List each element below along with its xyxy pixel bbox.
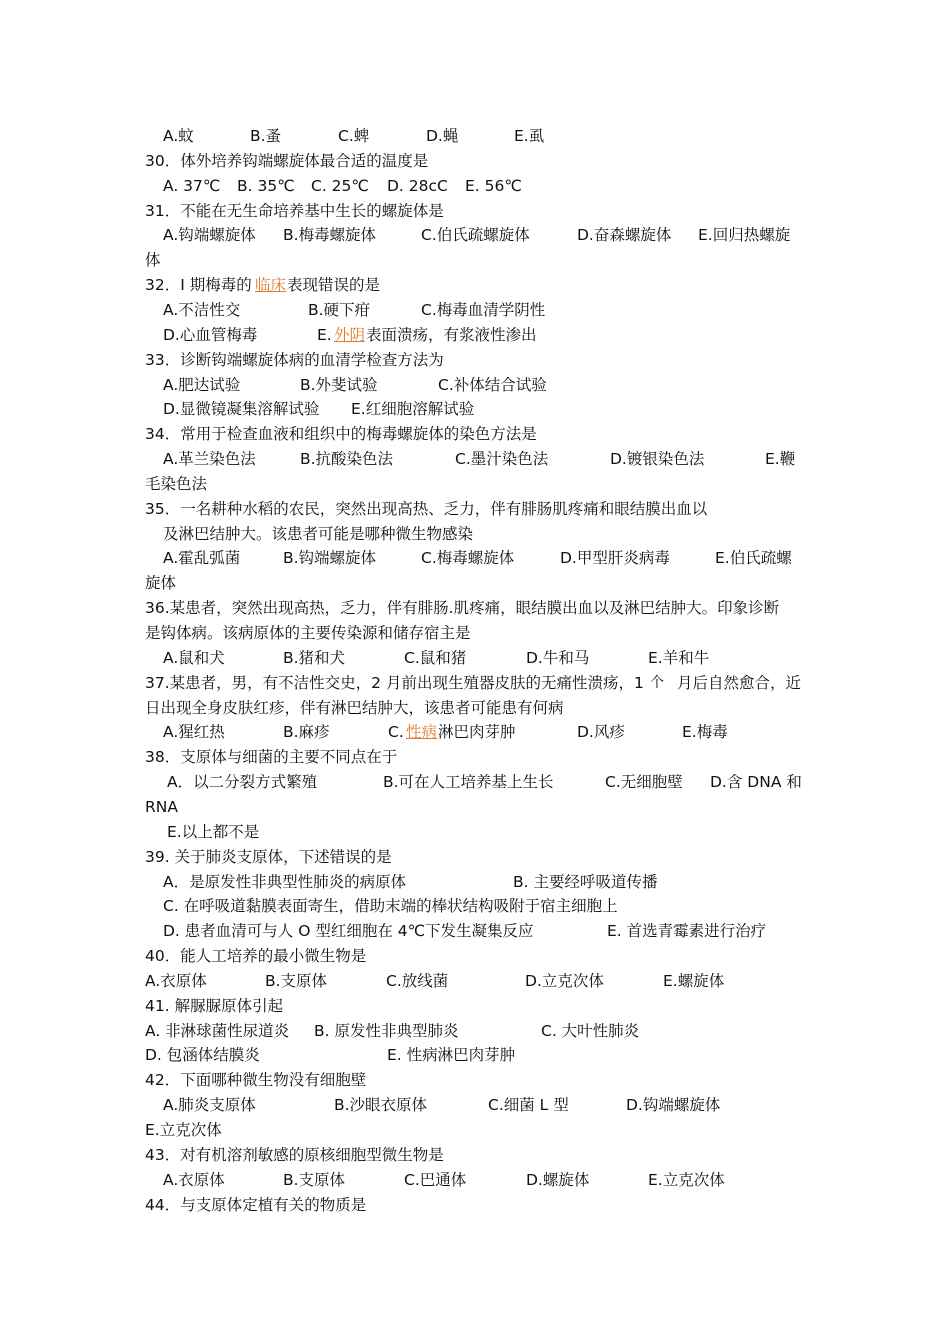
text-line xyxy=(145,447,810,472)
text-line xyxy=(145,199,810,224)
text-run: E.螺旋体 xyxy=(663,971,725,990)
text-run: B.抗酸染色法 xyxy=(300,450,394,469)
text-run: E. xyxy=(317,325,332,344)
text-run: A. 非淋球菌性尿道炎 xyxy=(145,1021,290,1040)
text-run: C.巴通体 xyxy=(404,1170,467,1189)
text-line xyxy=(145,298,810,323)
text-run: 30．体外培养钩端螺旋体最合适的温度是 xyxy=(145,151,429,170)
text-line xyxy=(145,944,810,969)
text-line xyxy=(145,571,810,596)
text-line xyxy=(145,1068,810,1093)
text-line xyxy=(145,522,810,547)
text-line xyxy=(145,373,810,398)
text-run: B. 主要经呼吸道传播 xyxy=(513,872,658,891)
text-line xyxy=(145,472,810,497)
text-run: A.衣原体 xyxy=(145,971,207,990)
text-line xyxy=(145,1168,810,1193)
text-line xyxy=(145,919,810,944)
text-line xyxy=(145,795,810,820)
text-line xyxy=(145,546,810,571)
text-line xyxy=(145,646,810,671)
caret-mark: 个 xyxy=(650,674,664,691)
text-run: C. 大叶性肺炎 xyxy=(541,1021,640,1040)
text-run: D.含 DNA 和 xyxy=(710,773,802,792)
text-line xyxy=(145,149,810,174)
text-run: A.肥达试验 xyxy=(163,375,241,394)
text-line xyxy=(145,870,810,895)
text-line xyxy=(145,820,810,845)
text-line xyxy=(145,1093,810,1118)
text-run: A.蚊 xyxy=(163,127,194,145)
text-line xyxy=(145,273,810,298)
text-run: B.猪和犬 xyxy=(283,648,346,667)
text-run: A.革兰染色法 xyxy=(163,450,256,469)
text-run: 41. 解脲脲原体引起 xyxy=(145,996,284,1015)
text-run: B.沙眼衣原体 xyxy=(334,1096,428,1115)
text-line xyxy=(145,696,810,721)
text-run: C. 25℃ xyxy=(311,176,369,195)
text-line xyxy=(145,323,810,348)
hyperlink[interactable]: 临床 xyxy=(255,276,287,295)
text-run: A.霍乱弧菌 xyxy=(163,549,241,568)
text-run: D.立克次体 xyxy=(525,971,604,990)
text-line xyxy=(145,1043,810,1068)
text-run: A．以二分裂方式繁殖 xyxy=(167,773,318,792)
text-run: D.镀银染色法 xyxy=(610,450,705,469)
text-run: 表面溃疡，有浆液性渗出 xyxy=(366,325,537,344)
text-run: B. 原发性非典型肺炎 xyxy=(314,1021,459,1040)
text-run: 及淋巴结肿大。该患者可能是哪种微生物感染 xyxy=(163,524,474,543)
text-line xyxy=(145,596,810,621)
text-run: D.奋森螺旋体 xyxy=(577,226,672,245)
text-run: D. 28cC xyxy=(387,176,448,195)
text-run: 40．能人工培养的最小微生物是 xyxy=(145,947,367,966)
text-line xyxy=(145,671,810,696)
text-line xyxy=(145,174,810,199)
text-run: A．是原发性非典型性肺炎的病原体 xyxy=(163,872,407,891)
text-line xyxy=(145,1118,810,1143)
text-run: C.梅毒血清学阴性 xyxy=(421,300,546,319)
text-line xyxy=(145,1019,810,1044)
hyperlink[interactable]: 外阴 xyxy=(334,325,366,344)
text-line xyxy=(145,248,810,273)
text-run: C.伯氏疏螺旋体 xyxy=(421,226,530,245)
text-line xyxy=(145,770,810,795)
text-run: E.立克次体 xyxy=(648,1170,725,1189)
text-run: D.风疹 xyxy=(577,723,625,742)
hyperlink[interactable]: 性病 xyxy=(406,723,438,742)
text-run: C.蜱 xyxy=(338,127,370,145)
text-run: 42．下面哪种微生物没有细胞壁 xyxy=(145,1071,367,1090)
text-run: A.肺炎支原体 xyxy=(163,1096,256,1115)
text-run: 32．I 期梅毒的 xyxy=(145,276,252,295)
text-line xyxy=(145,894,810,919)
text-run: B.可在人工培养基上生长 xyxy=(383,773,554,792)
text-run: C.补体结合试验 xyxy=(438,375,547,394)
text-run: 体 xyxy=(145,251,161,270)
text-run: D.螺旋体 xyxy=(526,1170,590,1189)
text-run: D.甲型肝炎病毒 xyxy=(560,549,670,568)
text-line xyxy=(145,621,810,646)
text-line xyxy=(145,1143,810,1168)
text-run: C.放线菌 xyxy=(386,971,449,990)
text-run: B.硬下疳 xyxy=(308,300,371,319)
text-run: B.外斐试验 xyxy=(300,375,378,394)
text-run: E.立克次体 xyxy=(145,1121,222,1139)
text-run: A.猩红热 xyxy=(163,723,225,742)
text-run: E. 56℃ xyxy=(465,176,522,195)
text-run: 39. 关于肺炎支原体，下述错误的是 xyxy=(145,847,392,866)
text-run: E.伯氏疏螺 xyxy=(715,549,792,568)
text-line xyxy=(145,1193,810,1218)
text-line xyxy=(145,223,810,248)
text-run: 37.某患者，男，有不洁性交史，2 月前出现生殖器皮肤的无痛性溃疡，1 xyxy=(145,673,644,692)
text-run: A.钩端螺旋体 xyxy=(163,226,256,245)
text-run: 日出现全身皮肤红疹，伴有淋巴结肿大，该患者可能患有何病 xyxy=(145,698,564,717)
text-line xyxy=(145,422,810,447)
text-run: C.梅毒螺旋体 xyxy=(421,549,515,568)
text-line xyxy=(145,969,810,994)
text-line xyxy=(145,348,810,373)
text-run: D. 包涵体结膜炎 xyxy=(145,1046,260,1065)
text-run: D.心血管梅毒 xyxy=(163,325,258,344)
text-run: D.蝇 xyxy=(426,127,459,145)
text-run: 是钩体病。该病原体的主要传染源和储存宿主是 xyxy=(145,624,471,642)
text-run: D.显微镜凝集溶解试验 xyxy=(163,400,320,419)
text-run: A.不洁性交 xyxy=(163,300,241,319)
text-run: B.支原体 xyxy=(265,971,328,990)
text-run: 38．支原体与细菌的主要不同点在于 xyxy=(145,748,398,767)
text-run: E.以上都不是 xyxy=(167,822,260,841)
text-run: B. 35℃ xyxy=(237,176,295,195)
text-run: 36.某患者，突然出现高热，乏力，伴有腓肠.肌疼痛，眼结膜出血以及淋巴结肿大。印象诊断 xyxy=(145,599,780,618)
text-run: C.细菌 L 型 xyxy=(488,1096,569,1115)
text-run: C.鼠和猪 xyxy=(404,648,467,667)
text-run: E.红细胞溶解试验 xyxy=(351,400,475,419)
text-run: E.梅毒 xyxy=(682,723,728,742)
text-run: E. 性病淋巴肉芽肿 xyxy=(387,1046,516,1065)
text-run: A.鼠和犬 xyxy=(163,648,225,667)
text-run: 33．诊断钩端螺旋体病的血清学检查方法为 xyxy=(145,350,444,369)
text-run: 43．对有机溶剂敏感的原核细胞型微生物是 xyxy=(145,1145,444,1164)
text-run: RNA xyxy=(145,797,178,816)
text-run: A.衣原体 xyxy=(163,1170,225,1189)
text-line xyxy=(145,124,810,149)
text-run: C.墨汁染色法 xyxy=(455,450,549,469)
text-run: 旋体 xyxy=(145,574,177,593)
text-run: C.无细胞壁 xyxy=(605,773,683,792)
text-line xyxy=(145,397,810,422)
text-run: E.鞭 xyxy=(765,450,796,469)
text-run: C. xyxy=(388,723,404,742)
text-run: 毛染色法 xyxy=(145,474,208,493)
text-line xyxy=(145,845,810,870)
text-line xyxy=(145,994,810,1019)
text-line xyxy=(145,497,810,522)
text-run: 淋巴肉芽肿 xyxy=(438,723,516,742)
text-run: D. 患者血清可与人 O 型红细胞在 4℃下发生凝集反应 xyxy=(163,922,534,941)
text-run: A. 37℃ xyxy=(163,176,221,195)
text-run: 35．一名耕种水稻的农民，突然出现高热、乏力，伴有腓肠肌疼痛和眼结膜出血以 xyxy=(145,499,708,518)
text-run: B.支原体 xyxy=(283,1170,346,1189)
text-run: D.钩端螺旋体 xyxy=(626,1096,721,1115)
text-run: E.羊和牛 xyxy=(648,648,710,667)
text-run: E. 首选青霉素进行治疗 xyxy=(607,922,767,941)
text-run: 月后自然愈合，近 xyxy=(677,673,802,692)
text-line xyxy=(145,745,810,770)
text-run: B.蚤 xyxy=(250,127,282,145)
text-run: C. 在呼吸道黏膜表面寄生，借助末端的棒状结构吸附于宿主细胞上 xyxy=(163,897,618,916)
text-run: 31．不能在无生命培养基中生长的螺旋体是 xyxy=(145,201,444,220)
text-run: E.虱 xyxy=(514,127,545,145)
text-run: 34．常用于检查血液和组织中的梅毒螺旋体的染色方法是 xyxy=(145,425,537,444)
text-line xyxy=(145,720,810,745)
text-run: 表现错误的是 xyxy=(287,276,381,295)
text-run: B.麻疹 xyxy=(283,723,330,742)
text-run: B.梅毒螺旋体 xyxy=(283,226,377,245)
text-run: E.回归热螺旋 xyxy=(698,226,791,245)
text-run: 44．与支原体定植有关的物质是 xyxy=(145,1195,367,1214)
text-run: B.钩端螺旋体 xyxy=(283,549,377,568)
text-run: D.牛和马 xyxy=(526,648,590,667)
